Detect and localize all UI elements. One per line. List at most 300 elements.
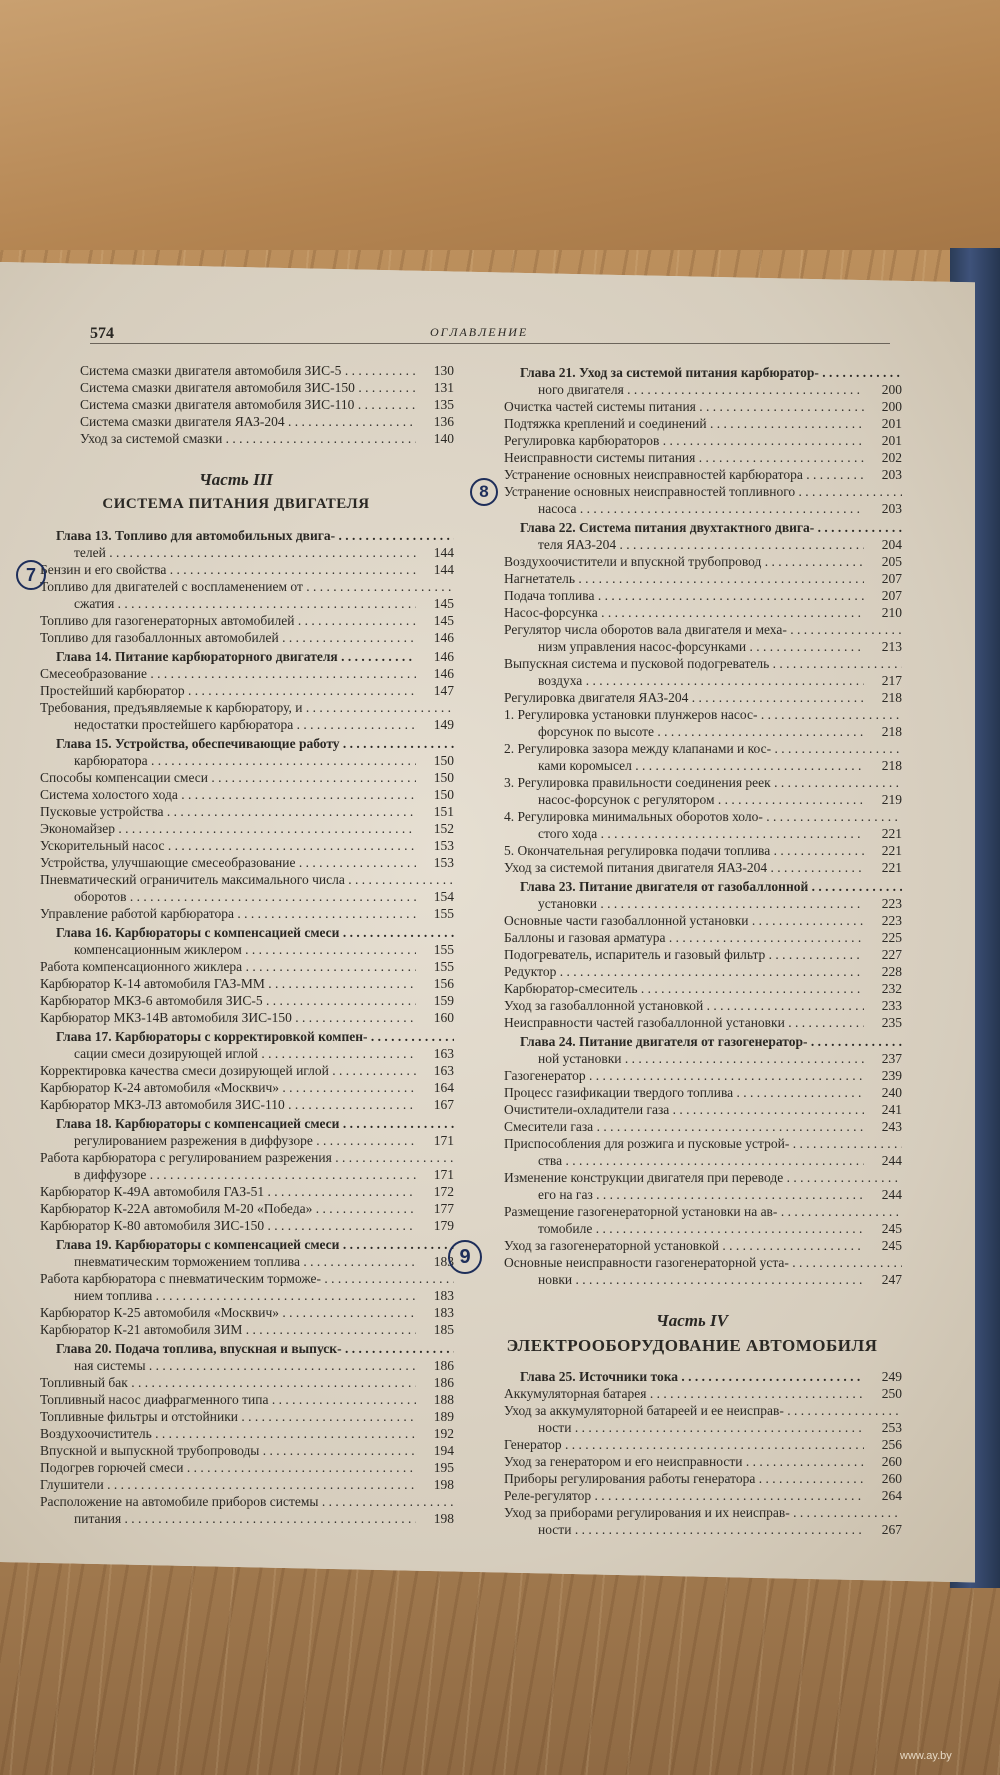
toc-text: карбюратора . . . bbox=[18, 752, 416, 769]
toc-text: Пусковые устройства . . . bbox=[18, 803, 416, 820]
toc-text: Расположение на автомобиле приборов системы . . . bbox=[18, 1493, 454, 1510]
toc-text: насоса . . . bbox=[482, 500, 864, 517]
toc-item bbox=[18, 975, 454, 992]
chapter-heading bbox=[18, 527, 454, 544]
toc-text: томобиле . . . bbox=[482, 1220, 864, 1237]
toc-item bbox=[482, 1101, 902, 1118]
toc-text: Приборы регулирования работы генератора . . . bbox=[482, 1470, 864, 1487]
toc-text: Устранение основных неисправностей карбюратора . . . bbox=[482, 466, 864, 483]
toc-text: Карбюратор МКЗ-6 автомобиля ЗИС-5 . . . bbox=[18, 992, 416, 1009]
part-3-section: СИСТЕМА ПИТАНИЯ ДВИГАТЕЛЯ bbox=[102, 496, 370, 512]
toc-text: сжатия . . . bbox=[18, 595, 416, 612]
toc-page: 146 bbox=[433, 630, 454, 645]
toc-text: 2. Регулировка зазора между клапанами и кос- . . . bbox=[482, 740, 902, 757]
toc-page: 213 bbox=[881, 639, 902, 654]
toc-item bbox=[482, 570, 902, 587]
toc-text: Подача топлива . . . bbox=[482, 587, 864, 604]
toc-text: Карбюратор К-14 автомобиля ГАЗ-ММ . . . bbox=[18, 975, 416, 992]
toc-item bbox=[482, 415, 902, 432]
toc-page: 189 bbox=[433, 1409, 454, 1424]
toc-text: Карбюратор МКЗ-ЛЗ автомобиля ЗИС-110 . . . bbox=[18, 1096, 416, 1113]
toc-item bbox=[482, 1402, 902, 1419]
toc-item bbox=[18, 1321, 454, 1338]
toc-item bbox=[18, 958, 454, 975]
toc-text: Очистители-охладители газа . . . bbox=[482, 1101, 864, 1118]
toc-text: Регулировка карбюраторов . . . bbox=[482, 432, 864, 449]
toc-text: сации смеси дозирующей иглой . . . bbox=[18, 1045, 416, 1062]
toc-page: 233 bbox=[881, 998, 902, 1013]
toc-item bbox=[482, 1504, 902, 1521]
toc-text: Устранение основных неисправностей топливного . . . bbox=[482, 483, 902, 500]
toc-item-cont bbox=[18, 595, 454, 612]
toc-text: Неисправности системы питания . . . bbox=[482, 449, 864, 466]
toc-page: 243 bbox=[881, 1119, 902, 1134]
chapter-heading bbox=[18, 1340, 454, 1357]
handwritten-mark-9: 9 bbox=[448, 1240, 482, 1274]
toc-text: Топливо для газобаллонных автомобилей . . . bbox=[18, 629, 416, 646]
chapter-heading bbox=[18, 1236, 454, 1253]
toc-text: Уход за системой смазки . . . bbox=[58, 430, 416, 447]
toc-text: Глава 21. Уход за системой питания карбюратор- . . . bbox=[482, 364, 902, 381]
toc-item bbox=[482, 859, 902, 876]
toc-text: Глава 17. Карбюраторы с корректировкой компен- . . . bbox=[18, 1028, 454, 1045]
toc-page: 203 bbox=[881, 467, 902, 482]
part-4-section: ЭЛЕКТРООБОРУДОВАНИЕ АВТОМОБИЛЯ bbox=[506, 1336, 878, 1355]
toc-page: 163 bbox=[433, 1046, 454, 1061]
toc-page: 201 bbox=[881, 416, 902, 431]
toc-item bbox=[18, 1200, 454, 1217]
toc-item-cont bbox=[18, 752, 454, 769]
toc-item bbox=[482, 1453, 902, 1470]
toc-page: 145 bbox=[433, 596, 454, 611]
toc-text: Пневматический ограничитель максимального числа . . . bbox=[18, 871, 454, 888]
toc-text: форсунок по высоте . . . bbox=[482, 723, 864, 740]
toc-text: Корректировка качества смеси дозирующей иглой . . . bbox=[18, 1062, 416, 1079]
toc-item-cont bbox=[18, 1045, 454, 1062]
part-3-title: Часть III bbox=[199, 470, 273, 489]
toc-item bbox=[482, 963, 902, 980]
toc-item bbox=[482, 1203, 902, 1220]
toc-text: Уход за системой питания двигателя ЯАЗ-204 . . . bbox=[482, 859, 864, 876]
toc-item bbox=[482, 842, 902, 859]
toc-page: 267 bbox=[881, 1522, 902, 1537]
handwritten-mark-7: 7 bbox=[16, 560, 46, 590]
toc-text: Работа карбюратора с пневматическим торможе- . . . bbox=[18, 1270, 454, 1287]
toc-page: 201 bbox=[881, 433, 902, 448]
toc-text: Топливные фильтры и отстойники . . . bbox=[18, 1408, 416, 1425]
toc-page: 217 bbox=[881, 673, 902, 688]
running-head: ОГЛАВЛЕНИЕ bbox=[430, 325, 529, 339]
toc-item bbox=[482, 432, 902, 449]
toc-item bbox=[18, 1149, 454, 1166]
toc-page: 130 bbox=[433, 363, 454, 378]
toc-text: Глушители . . . bbox=[18, 1476, 416, 1493]
toc-text: стого хода . . . bbox=[482, 825, 864, 842]
toc-item bbox=[18, 1009, 454, 1026]
toc-item-cont bbox=[482, 1419, 902, 1436]
chapter-heading bbox=[18, 1115, 454, 1132]
toc-item bbox=[18, 1493, 454, 1510]
chapter-heading bbox=[18, 648, 454, 665]
toc-text: Смесеобразование . . . bbox=[18, 665, 416, 682]
toc-text: Работа карбюратора с регулированием разрежения . . . bbox=[18, 1149, 454, 1166]
toc-text: Работа компенсационного жиклера . . . bbox=[18, 958, 416, 975]
toc-page: 159 bbox=[433, 993, 454, 1008]
toc-text: Карбюратор К-49А автомобиля ГАЗ-51 . . . bbox=[18, 1183, 416, 1200]
toc-item bbox=[482, 466, 902, 483]
toc-page: 164 bbox=[433, 1080, 454, 1095]
toc-page: 207 bbox=[881, 571, 902, 586]
toc-item bbox=[18, 1062, 454, 1079]
toc-text: Насос-форсунка . . . bbox=[482, 604, 864, 621]
chapter-heading bbox=[18, 924, 454, 941]
toc-item bbox=[18, 854, 454, 871]
toc-text: Карбюратор К-22А автомобиля М-20 «Победа» . . . bbox=[18, 1200, 416, 1217]
toc-page: 149 bbox=[433, 717, 454, 732]
toc-item bbox=[482, 980, 902, 997]
toc-page: 150 bbox=[433, 770, 454, 785]
toc-text: Глава 16. Карбюраторы с компенсацией смеси . . . bbox=[18, 924, 454, 941]
toc-page: 264 bbox=[881, 1488, 902, 1503]
toc-page: 228 bbox=[881, 964, 902, 979]
toc-item-cont bbox=[18, 1166, 454, 1183]
toc-text: Редуктор . . . bbox=[482, 963, 864, 980]
toc-text: 3. Регулировка правильности соединения реек . . . bbox=[482, 774, 902, 791]
toc-text: Карбюратор-смеситель . . . bbox=[482, 980, 864, 997]
toc-page: 171 bbox=[433, 1133, 454, 1148]
toc-item bbox=[18, 1408, 454, 1425]
toc-text: Требования, предъявляемые к карбюратору, и . . . bbox=[18, 699, 454, 716]
toc-item bbox=[482, 1118, 902, 1135]
toc-item bbox=[18, 786, 454, 803]
toc-item bbox=[482, 1470, 902, 1487]
toc-text: Размещение газогенераторной установки на ав- . . . bbox=[482, 1203, 902, 1220]
toc-text: Аккумуляторная батарея . . . bbox=[482, 1385, 864, 1402]
toc-text: оборотов . . . bbox=[18, 888, 416, 905]
toc-page: 153 bbox=[433, 838, 454, 853]
toc-page: 244 bbox=[881, 1187, 902, 1202]
toc-text: Воздухоочиститель . . . bbox=[18, 1425, 416, 1442]
toc-page: 163 bbox=[433, 1063, 454, 1078]
toc-item bbox=[482, 1135, 902, 1152]
toc-page: 192 bbox=[433, 1426, 454, 1441]
toc-page: 198 bbox=[433, 1477, 454, 1492]
toc-text: ства . . . bbox=[482, 1152, 864, 1169]
toc-item-cont bbox=[18, 1287, 454, 1304]
toc-page: 154 bbox=[433, 889, 454, 904]
chapter-heading bbox=[482, 364, 902, 381]
toc-item bbox=[18, 430, 454, 447]
toc-text: его на газ . . . bbox=[482, 1186, 864, 1203]
toc-page: 239 bbox=[881, 1068, 902, 1083]
toc-item bbox=[482, 774, 902, 791]
toc-page: 250 bbox=[881, 1386, 902, 1401]
toc-text: Подтяжка креплений и соединений . . . bbox=[482, 415, 864, 432]
left-main-list bbox=[18, 527, 454, 1527]
toc-page: 177 bbox=[433, 1201, 454, 1216]
watermark: www.ay.by bbox=[900, 1750, 952, 1762]
toc-text: регулированием разрежения в диффузоре . . . bbox=[18, 1132, 416, 1149]
toc-item-cont bbox=[482, 638, 902, 655]
toc-item bbox=[482, 706, 902, 723]
toc-item bbox=[18, 665, 454, 682]
toc-page: 167 bbox=[433, 1097, 454, 1112]
toc-page: 144 bbox=[433, 545, 454, 560]
page-number: 574 bbox=[90, 325, 114, 342]
toc-item bbox=[482, 689, 902, 706]
toc-text: Газогенератор . . . bbox=[482, 1067, 864, 1084]
toc-item bbox=[18, 362, 454, 379]
toc-text: Карбюратор К-24 автомобиля «Москвич» . . . bbox=[18, 1079, 416, 1096]
toc-item bbox=[482, 1169, 902, 1186]
toc-text: Баллоны и газовая арматура . . . bbox=[482, 929, 864, 946]
toc-page: 198 bbox=[433, 1511, 454, 1526]
toc-text: ности . . . bbox=[482, 1521, 864, 1538]
toc-item-cont bbox=[18, 716, 454, 733]
toc-item bbox=[18, 1476, 454, 1493]
handwritten-mark-8: 8 bbox=[470, 478, 498, 506]
toc-text: низм управления насос-форсунками . . . bbox=[482, 638, 864, 655]
toc-text: в диффузоре . . . bbox=[18, 1166, 416, 1183]
chapter-heading bbox=[482, 1368, 902, 1385]
toc-page: 146 bbox=[433, 649, 454, 664]
toc-item-cont bbox=[18, 888, 454, 905]
toc-item bbox=[482, 740, 902, 757]
toc-item bbox=[482, 655, 902, 672]
toc-item bbox=[482, 1237, 902, 1254]
toc-text: Топливо для газогенераторных автомобилей . . . bbox=[18, 612, 416, 629]
header-rule bbox=[90, 343, 890, 344]
toc-text: недостатки простейшего карбюратора . . . bbox=[18, 716, 416, 733]
toc-text: Карбюратор К-80 автомобиля ЗИС-150 . . . bbox=[18, 1217, 416, 1234]
toc-page: 185 bbox=[433, 1322, 454, 1337]
toc-page: 152 bbox=[433, 821, 454, 836]
toc-text: Бензин и его свойства . . . bbox=[18, 561, 416, 578]
toc-page: 247 bbox=[881, 1272, 902, 1287]
page-header bbox=[90, 325, 890, 347]
toc-item bbox=[482, 1084, 902, 1101]
toc-item-cont bbox=[482, 381, 902, 398]
toc-text: Глава 19. Карбюраторы с компенсацией смеси . . . bbox=[18, 1236, 454, 1253]
toc-page: 186 bbox=[433, 1375, 454, 1390]
toc-text: Глава 23. Питание двигателя от газобаллонной . . . bbox=[482, 878, 902, 895]
toc-item bbox=[482, 398, 902, 415]
toc-item bbox=[18, 1459, 454, 1476]
toc-text: теля ЯАЗ-204 . . . bbox=[482, 536, 864, 553]
toc-page: 241 bbox=[881, 1102, 902, 1117]
toc-text: Неисправности частей газобаллонной установки . . . bbox=[482, 1014, 864, 1031]
toc-page: 183 bbox=[433, 1305, 454, 1320]
toc-item-cont bbox=[482, 1271, 902, 1288]
toc-text: 1. Регулировка установки плунжеров насос- . . . bbox=[482, 706, 902, 723]
toc-text: Основные неисправности газогенераторной уста- . . . bbox=[482, 1254, 902, 1271]
toc-item-cont bbox=[18, 1357, 454, 1374]
toc-page: 204 bbox=[881, 537, 902, 552]
toc-text: Реле-регулятор . . . bbox=[482, 1487, 864, 1504]
toc-page: 155 bbox=[433, 959, 454, 974]
toc-item-cont bbox=[482, 536, 902, 553]
toc-page: 188 bbox=[433, 1392, 454, 1407]
toc-text: Смесители газа . . . bbox=[482, 1118, 864, 1135]
toc-item bbox=[18, 1391, 454, 1408]
toc-item-cont bbox=[482, 1521, 902, 1538]
toc-item bbox=[482, 1014, 902, 1031]
toc-item bbox=[18, 612, 454, 629]
toc-text: Глава 18. Карбюраторы с компенсацией смеси . . . bbox=[18, 1115, 454, 1132]
toc-page: 260 bbox=[881, 1471, 902, 1486]
toc-text: Уход за газобаллонной установкой . . . bbox=[482, 997, 864, 1014]
toc-text: питания . . . bbox=[18, 1510, 416, 1527]
toc-item bbox=[482, 604, 902, 621]
toc-text: Уход за генератором и его неисправности . . . bbox=[482, 1453, 864, 1470]
toc-page: 160 bbox=[433, 1010, 454, 1025]
toc-page: 260 bbox=[881, 1454, 902, 1469]
toc-page: 136 bbox=[433, 414, 454, 429]
toc-text: Регулятор числа оборотов вала двигателя и меха- . . . bbox=[482, 621, 902, 638]
toc-page: 202 bbox=[881, 450, 902, 465]
toc-page: 256 bbox=[881, 1437, 902, 1452]
toc-item bbox=[482, 1487, 902, 1504]
toc-item-cont bbox=[482, 895, 902, 912]
toc-item-cont bbox=[18, 1510, 454, 1527]
toc-text: Система смазки двигателя автомобиля ЗИС-110 . . . bbox=[58, 396, 416, 413]
toc-item bbox=[18, 803, 454, 820]
toc-page: 227 bbox=[881, 947, 902, 962]
toc-text: Глава 25. Источники тока . . . bbox=[482, 1368, 864, 1385]
toc-page: 219 bbox=[881, 792, 902, 807]
toc-page: 172 bbox=[433, 1184, 454, 1199]
toc-text: Глава 14. Питание карбюраторного двигателя . . . bbox=[18, 648, 416, 665]
toc-text: компенсационным жиклером . . . bbox=[18, 941, 416, 958]
toc-item bbox=[18, 1217, 454, 1234]
toc-text: Глава 15. Устройства, обеспечивающие работу . . . bbox=[18, 735, 454, 752]
toc-item bbox=[482, 621, 902, 638]
toc-text: Топливный насос диафрагменного типа . . . bbox=[18, 1391, 416, 1408]
toc-item bbox=[18, 992, 454, 1009]
toc-item bbox=[18, 413, 454, 430]
toc-page: 146 bbox=[433, 666, 454, 681]
toc-text: Уход за газогенераторной установкой . . . bbox=[482, 1237, 864, 1254]
chapter-heading bbox=[18, 735, 454, 752]
toc-page: 221 bbox=[881, 826, 902, 841]
toc-item-cont bbox=[18, 1132, 454, 1149]
left-column bbox=[18, 362, 454, 1527]
toc-text: Ускорительный насос . . . bbox=[18, 837, 416, 854]
toc-page: 151 bbox=[433, 804, 454, 819]
toc-text: Система смазки двигателя автомобиля ЗИС-5 . . . bbox=[58, 362, 416, 379]
toc-item bbox=[482, 483, 902, 500]
toc-text: Глава 20. Подача топлива, впускная и выпуск- . . . bbox=[18, 1340, 454, 1357]
toc-page: 218 bbox=[881, 724, 902, 739]
toc-item-cont bbox=[482, 723, 902, 740]
toc-page: 186 bbox=[433, 1358, 454, 1373]
toc-page: 156 bbox=[433, 976, 454, 991]
toc-item bbox=[18, 629, 454, 646]
toc-page: 207 bbox=[881, 588, 902, 603]
toc-text: новки . . . bbox=[482, 1271, 864, 1288]
toc-text: Карбюратор МКЗ-14В автомобиля ЗИС-150 . . . bbox=[18, 1009, 416, 1026]
toc-item bbox=[482, 587, 902, 604]
toc-page: 249 bbox=[881, 1369, 902, 1384]
toc-item bbox=[482, 912, 902, 929]
left-top-list bbox=[18, 362, 454, 447]
toc-page: 150 bbox=[433, 787, 454, 802]
toc-text: Нагнетатель . . . bbox=[482, 570, 864, 587]
toc-text: Изменение конструкции двигателя при переводе . . . bbox=[482, 1169, 902, 1186]
toc-item bbox=[18, 561, 454, 578]
toc-text: Процесс газификации твердого топлива . . . bbox=[482, 1084, 864, 1101]
toc-page: 253 bbox=[881, 1420, 902, 1435]
toc-text: Уход за приборами регулирования и их неисправ- . . . bbox=[482, 1504, 902, 1521]
toc-item bbox=[482, 1385, 902, 1402]
toc-text: воздуха . . . bbox=[482, 672, 864, 689]
toc-text: Простейший карбюратор . . . bbox=[18, 682, 416, 699]
toc-page: 153 bbox=[433, 855, 454, 870]
toc-item bbox=[18, 379, 454, 396]
chapter-heading bbox=[482, 1033, 902, 1050]
toc-text: 5. Окончательная регулировка подачи топлива . . . bbox=[482, 842, 864, 859]
toc-page: 155 bbox=[433, 942, 454, 957]
toc-item-cont bbox=[482, 500, 902, 517]
toc-item bbox=[18, 769, 454, 786]
toc-item-cont bbox=[482, 1220, 902, 1237]
toc-text: Уход за аккумуляторной батареей и ее неисправ- . . . bbox=[482, 1402, 902, 1419]
toc-item-cont bbox=[482, 1152, 902, 1169]
toc-page: 210 bbox=[881, 605, 902, 620]
toc-item-cont bbox=[482, 791, 902, 808]
toc-text: Карбюратор К-21 автомобиля ЗИМ . . . bbox=[18, 1321, 416, 1338]
toc-item bbox=[18, 820, 454, 837]
right-column bbox=[482, 362, 902, 1538]
toc-text: ной установки . . . bbox=[482, 1050, 864, 1067]
toc-text: насос-форсунок с регулятором . . . bbox=[482, 791, 864, 808]
toc-text: Генератор . . . bbox=[482, 1436, 864, 1453]
toc-page: 145 bbox=[433, 613, 454, 628]
toc-text: Экономайзер . . . bbox=[18, 820, 416, 837]
toc-item bbox=[482, 1254, 902, 1271]
toc-page: 200 bbox=[881, 399, 902, 414]
toc-page: 221 bbox=[881, 843, 902, 858]
toc-text: Очистка частей системы питания . . . bbox=[482, 398, 864, 415]
toc-page: 235 bbox=[881, 1015, 902, 1030]
toc-page: 171 bbox=[433, 1167, 454, 1182]
toc-page: 245 bbox=[881, 1238, 902, 1253]
part-4-title: Часть IV bbox=[656, 1311, 728, 1330]
toc-text: пневматическим торможением топлива . . . bbox=[18, 1253, 416, 1270]
toc-item bbox=[18, 1270, 454, 1287]
toc-page: 147 bbox=[433, 683, 454, 698]
toc-page: 194 bbox=[433, 1443, 454, 1458]
toc-item bbox=[482, 808, 902, 825]
toc-text: Топливо для двигателей с воспламенением от . . . bbox=[18, 578, 454, 595]
toc-page: 144 bbox=[433, 562, 454, 577]
toc-text: ками коромысел . . . bbox=[482, 757, 864, 774]
toc-text: Приспособления для розжига и пусковые устрой- . . . bbox=[482, 1135, 902, 1152]
toc-page: 223 bbox=[881, 913, 902, 928]
toc-text: Подогреватель, испаритель и газовый фильтр . . . bbox=[482, 946, 864, 963]
toc-item-cont bbox=[482, 672, 902, 689]
toc-page: 221 bbox=[881, 860, 902, 875]
toc-text: Устройства, улучшающие смесеобразование . . . bbox=[18, 854, 416, 871]
toc-item bbox=[482, 449, 902, 466]
toc-item bbox=[18, 1442, 454, 1459]
toc-text: Карбюратор К-25 автомобиля «Москвич» . . . bbox=[18, 1304, 416, 1321]
toc-page: 195 bbox=[433, 1460, 454, 1475]
toc-item bbox=[18, 1183, 454, 1200]
toc-text: Способы компенсации смеси . . . bbox=[18, 769, 416, 786]
toc-page: 223 bbox=[881, 896, 902, 911]
toc-page: 232 bbox=[881, 981, 902, 996]
